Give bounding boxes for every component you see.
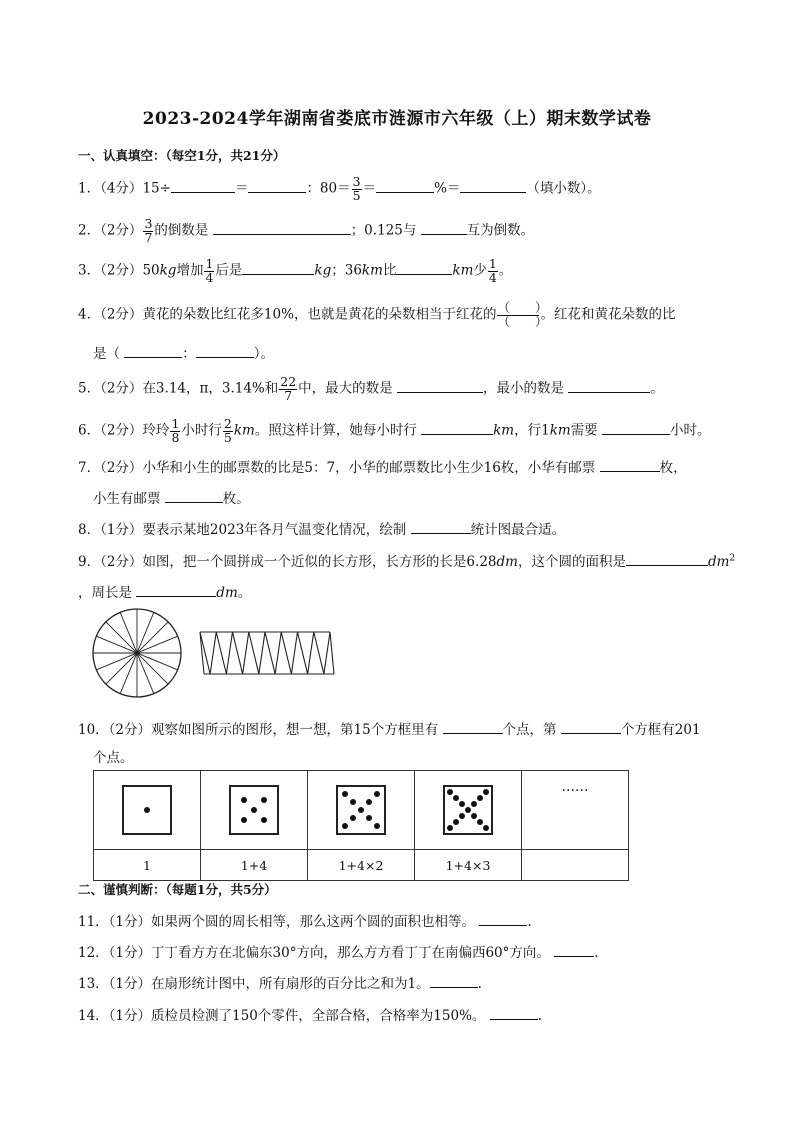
answer-blank[interactable] (124, 345, 182, 358)
dot (374, 791, 380, 797)
dot (358, 807, 364, 813)
pattern-label: 1+4 (201, 850, 308, 881)
q4-text: 黄花的朵数比红花多10%，也就是黄花的朵数相当于红花的 (142, 306, 497, 323)
q10-number: 10．（2分） (78, 722, 152, 738)
fraction: $\frac{3}{7}$ (144, 216, 153, 245)
question-2 (78, 218, 534, 244)
q7-text: 枚， (659, 460, 687, 476)
pattern-label: 1 (94, 850, 201, 881)
dot (471, 813, 477, 819)
dot-box (336, 785, 386, 835)
dot (350, 799, 356, 805)
q14-text: . (537, 1008, 542, 1024)
q2-text: ；0.125与 (350, 222, 417, 239)
dot (261, 817, 267, 823)
fraction-blank[interactable]: $\frac{( )}{( )}$ (497, 300, 548, 329)
dot (477, 819, 483, 825)
dot (459, 801, 465, 807)
answer-blank[interactable] (490, 1007, 538, 1020)
q3-text: 少 (473, 262, 487, 279)
q13-text: 在扇形统计图中，所有扇形的百分比之和为1。 (151, 976, 430, 992)
q12-number: 12．（1分） (78, 945, 152, 961)
answer-blank[interactable] (561, 721, 621, 734)
q11-text: 如果两个圆的周长相等，那么这两个圆的面积也相等。 (151, 914, 476, 930)
q7-number: 7．（2分） (78, 460, 143, 476)
dot (366, 799, 372, 805)
question-4 (78, 302, 675, 328)
circle-rectangle-figure (92, 608, 342, 700)
question-4-line-2 (93, 342, 274, 362)
answer-blank[interactable] (443, 721, 503, 734)
fraction: $\frac{1}{4}$ (488, 256, 497, 285)
answer-blank[interactable] (396, 262, 452, 275)
q14-text: 质检员检测了150个零件，全部合格，合格率为150%。 (151, 1008, 486, 1024)
answer-blank[interactable] (165, 490, 223, 503)
superscript: 2 (729, 553, 736, 564)
pattern-cell (308, 771, 415, 850)
dot-pattern-table (93, 770, 629, 881)
answer-blank[interactable] (376, 180, 434, 193)
pattern-label: 1+4×3 (415, 850, 522, 881)
q9-text: 。 (237, 585, 252, 601)
q9-text: ，周长是 (78, 585, 132, 601)
q10-text: 个点，第 (502, 722, 557, 738)
unit: kg (159, 262, 177, 279)
dot (483, 789, 489, 795)
q1-text: %＝ (434, 180, 461, 197)
dot (459, 813, 465, 819)
q2-text: 的倒数是 (154, 222, 209, 239)
fraction: $\frac{1}{4}$ (205, 256, 214, 285)
q6-text: ，行1 (514, 422, 550, 439)
unit: dm (496, 554, 518, 570)
question-10-line-2 (93, 746, 134, 766)
q9-text: 如图，把一个圆拼成一个近似的长方形，长方形的长是6.28 (142, 554, 497, 570)
q1-text: （填小数）。 (526, 180, 601, 197)
unit: kg (314, 262, 332, 279)
answer-blank[interactable] (196, 345, 254, 358)
q3-text: 。 (498, 262, 513, 279)
q1-text: ＝ (234, 180, 249, 197)
q10-text: 观察如图所示的图形，想一想，第15个方框里有 (151, 722, 439, 738)
q8-number: 8．（1分） (78, 522, 143, 538)
answer-blank[interactable] (460, 180, 526, 193)
unit: km (452, 262, 474, 279)
dot (366, 815, 372, 821)
answer-blank[interactable] (397, 380, 483, 393)
pattern-cell (94, 771, 201, 850)
q8-text: 统计图最合适。 (470, 522, 566, 538)
dot (251, 807, 257, 813)
q5-number: 5．（2分） (78, 380, 143, 397)
section-1-heading: 一、认真填空：（每空1分，共21分） (78, 148, 286, 163)
q10-text: 个点。 (93, 750, 134, 766)
q1-text: ＝ (362, 180, 377, 197)
answer-blank[interactable] (171, 180, 235, 193)
question-1 (78, 176, 601, 202)
question-11 (78, 910, 532, 930)
question-6 (78, 418, 710, 444)
q11-number: 11．（1分） (78, 914, 152, 930)
ellipsis: …… (561, 779, 589, 795)
q14-number: 14．（1分） (78, 1008, 152, 1024)
q1-text: 15÷ (142, 180, 171, 197)
dot (471, 801, 477, 807)
question-5 (78, 376, 664, 402)
q3-number: 3．（2分） (78, 262, 143, 279)
q4-text: 。红花和黄花朵数的比 (540, 306, 676, 323)
fraction: $\frac{2}{5}$ (223, 416, 232, 445)
answer-blank[interactable] (421, 222, 467, 235)
dot (483, 825, 489, 831)
fraction: $\frac{22}{7}$ (280, 374, 297, 403)
q3-text: ；36 (331, 262, 362, 279)
q8-text: 要表示某地2023年各月气温变化情况，绘制 (142, 522, 407, 538)
pattern-cell (201, 771, 308, 850)
q12-text: . (594, 945, 599, 961)
dot (342, 823, 348, 829)
unit: km (549, 422, 571, 439)
question-7-line-2 (93, 487, 250, 507)
question-9 (78, 550, 735, 570)
answer-blank[interactable] (479, 913, 527, 926)
question-14 (78, 1004, 542, 1024)
q5-text: 在3.14，π，3.14%和 (142, 380, 279, 397)
dot (241, 817, 247, 823)
q4-text: ）。 (253, 346, 275, 362)
dot (261, 797, 267, 803)
unit: dm (707, 554, 730, 570)
pattern-cell (415, 771, 522, 850)
q9-number: 9．（2分） (78, 554, 143, 570)
answer-blank[interactable] (213, 222, 351, 235)
q6-text: 需要 (570, 422, 598, 439)
q11-text: . (527, 914, 532, 930)
section-2-heading: 二、谨慎判断：（每题1分，共5分） (78, 882, 277, 897)
q4-text: ： (182, 346, 196, 362)
q5-text: 。 (650, 380, 664, 397)
question-10 (78, 718, 701, 738)
q6-text: 玲玲 (142, 422, 170, 439)
unit: km (493, 422, 515, 439)
answer-blank[interactable] (554, 944, 594, 957)
q6-text: 小时行 (181, 422, 222, 439)
question-7 (78, 456, 687, 476)
question-8 (78, 518, 565, 538)
answer-blank[interactable] (421, 422, 493, 435)
q6-number: 6．（2分） (78, 422, 143, 439)
sectored-circle-icon (93, 609, 181, 697)
q2-text: 互为倒数。 (466, 222, 535, 239)
dot (342, 791, 348, 797)
unit: km (233, 422, 255, 439)
q6-text: 。照这样计算，她每小时行 (254, 422, 417, 439)
q12-text: 丁丁看方方在北偏东30°方向，那么方方看丁丁在南偏西60°方向。 (151, 945, 550, 961)
q2-number: 2．（2分） (78, 222, 143, 239)
q5-text: ，最小的数是 (482, 380, 564, 397)
dot (350, 815, 356, 821)
dot (241, 797, 247, 803)
pattern-cell (522, 771, 629, 850)
answer-blank[interactable] (626, 553, 708, 566)
pattern-label: 1+4×2 (308, 850, 415, 881)
q7-text: 小生有邮票 (93, 491, 161, 507)
q1-text: ：80＝ (306, 180, 351, 197)
answer-blank[interactable] (136, 584, 216, 597)
q3-text: 比 (382, 262, 397, 279)
answer-blank[interactable] (430, 975, 478, 988)
q9-text: ，这个圆的面积是 (517, 554, 626, 570)
dot (144, 807, 150, 813)
question-12 (78, 941, 598, 961)
answer-blank[interactable] (411, 521, 471, 534)
dot (465, 807, 471, 813)
page-title: 2023-2024学年湖南省娄底市涟源市六年级（上）期末数学试卷 (142, 109, 652, 129)
q13-text: . (477, 976, 482, 992)
q7-text: 小华和小生的邮票数的比是5：7，小华的邮票数比小生少16枚，小华有邮票 (142, 460, 596, 476)
q3-text: 50 (142, 262, 160, 279)
question-3 (78, 258, 512, 284)
unit: dm (216, 585, 238, 601)
q3-text: 后是 (215, 262, 243, 279)
dot (447, 825, 453, 831)
dot (374, 823, 380, 829)
answer-blank[interactable] (568, 380, 650, 393)
q13-number: 13．（1分） (78, 976, 152, 992)
dot (453, 819, 459, 825)
dot-box (229, 785, 279, 835)
answer-blank[interactable] (242, 262, 314, 275)
q7-text: 枚。 (222, 491, 250, 507)
dot-box (443, 785, 493, 835)
q6-text: 小时。 (669, 422, 711, 439)
dot (477, 795, 483, 801)
fraction: $\frac{3}{5}$ (352, 174, 361, 203)
dot (447, 789, 453, 795)
answer-blank[interactable] (600, 459, 660, 472)
dot (453, 795, 459, 801)
pattern-label (522, 850, 629, 881)
q4-text: 是（ (93, 346, 120, 362)
unit: km (361, 262, 383, 279)
dot-box (122, 785, 172, 835)
fraction: $\frac{1}{8}$ (171, 416, 180, 445)
question-9-line-2 (78, 581, 251, 601)
answer-blank[interactable] (602, 422, 670, 435)
approximate-rectangle-icon (200, 632, 334, 674)
q1-number: 1．（4分） (78, 180, 143, 197)
q10-text: 个方框有201 (620, 722, 701, 738)
question-13 (78, 972, 482, 992)
q4-number: 4．（2分） (78, 306, 143, 323)
answer-blank[interactable] (248, 180, 306, 193)
q3-text: 增加 (176, 262, 204, 279)
q5-text: 中，最大的数是 (298, 380, 393, 397)
